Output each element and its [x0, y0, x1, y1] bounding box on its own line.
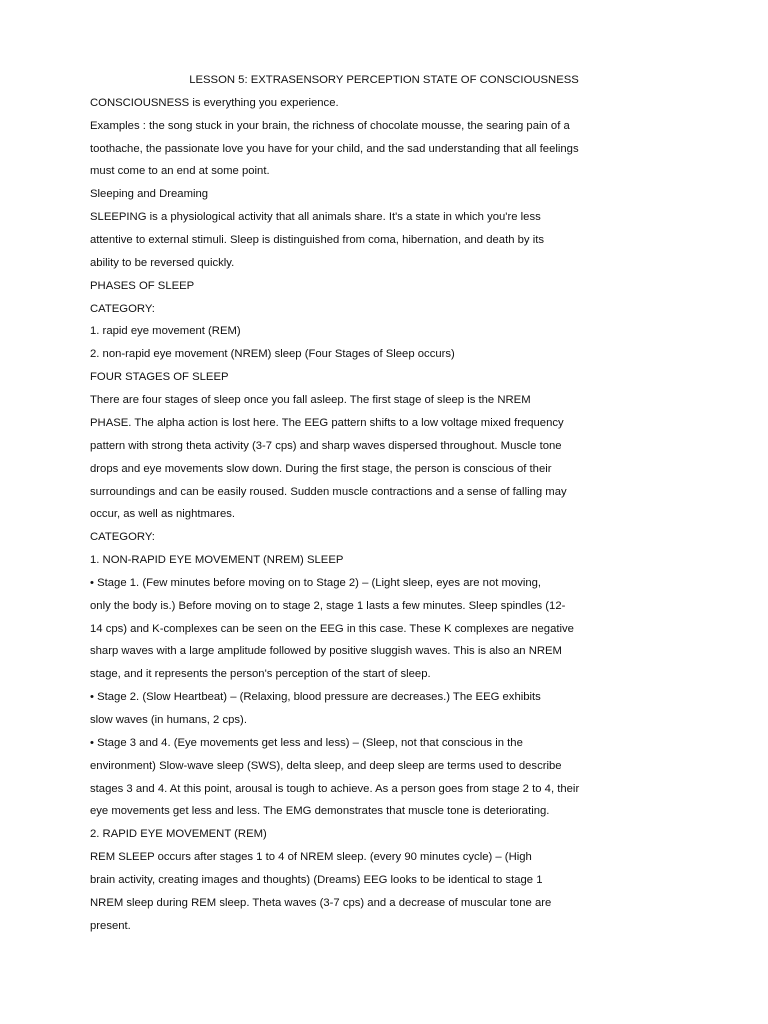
list-item: 1. rapid eye movement (REM) [90, 325, 241, 337]
text-line: Examples : the song stuck in your brain, the richness of chocolate mousse, the searing pain of a [90, 119, 570, 132]
text-line: CATEGORY: [90, 531, 155, 543]
text-line: drops and eye movements slow down. During the first stage, the person is conscious of their [90, 462, 552, 475]
list-item: • Stage 3 and 4. (Eye movements get less and less) – (Sleep, not that conscious in the [90, 736, 523, 749]
text-line: attentive to external stimuli. Sleep is distinguished from coma, hibernation, and death by its [90, 233, 545, 246]
section-heading: PHASES OF SLEEP [90, 279, 195, 292]
section-heading: 1. NON-RAPID EYE MOVEMENT (NREM) SLEEP [90, 554, 344, 566]
text-line: brain activity, creating images and thoughts) (Dreams) EEG looks to be identical to stage 1 [90, 874, 543, 886]
section-heading: FOUR STAGES OF SLEEP [90, 371, 229, 383]
list-item: • Stage 2. (Slow Heartbeat) – (Relaxing, blood pressure are decreases.) The EEG exhibits [90, 691, 541, 703]
page-title: LESSON 5: EXTRASENSORY PERCEPTION STATE OF CONSCIOUSNESS [189, 74, 579, 86]
text-line: REM SLEEP occurs after stages 1 to 4 of NREM sleep. (every 90 minutes cycle) – (High [90, 851, 532, 863]
text-line: CONSCIOUSNESS is everything you experience. [90, 96, 339, 109]
text-line: stages 3 and 4. At this point, arousal is tough to achieve. As a person goes from stage 2 to 4, their [90, 782, 580, 795]
list-item: 2. non-rapid eye movement (NREM) sleep (Four Stages of Sleep occurs) [90, 348, 455, 360]
text-line: There are four stages of sleep once you fall asleep. The first stage of sleep is the NREM [90, 393, 531, 406]
text-line: slow waves (in humans, 2 cps). [90, 714, 247, 726]
text-line: toothache, the passionate love you have for your child, and the sad understanding that all feelings [90, 142, 579, 155]
text-line: 14 cps) and K-complexes can be seen on the EEG in this case. These K complexes are negative [90, 622, 574, 635]
text-line: PHASE. The alpha action is lost here. The EEG pattern shifts to a low voltage mixed frequency [90, 416, 564, 429]
text-line: stage, and it represents the person's perception of the start of sleep. [90, 668, 431, 680]
text-line: SLEEPING is a physiological activity that all animals share. It's a state in which you're less [90, 210, 541, 223]
text-line: environment) Slow-wave sleep (SWS), delta sleep, and deep sleep are terms used to describe [90, 759, 562, 772]
text-line: only the body is.) Before moving on to stage 2, stage 1 lasts a few minutes. Sleep spindles (12- [90, 599, 566, 612]
text-line: pattern with strong theta activity (3-7 cps) and sharp waves dispersed throughout. Muscle tone [90, 439, 562, 452]
text-line: sharp waves with a large amplitude followed by positive sluggish waves. This is also an NREM [90, 645, 562, 657]
text-line: NREM sleep during REM sleep. Theta waves (3-7 cps) and a decrease of muscular tone are [90, 896, 552, 909]
text-line: eye movements get less and less. The EMG demonstrates that muscle tone is deteriorating. [90, 805, 550, 817]
text-line: present. [90, 919, 131, 932]
section-heading: Sleeping and Dreaming [90, 188, 209, 200]
text-line: occur, as well as nightmares. [90, 508, 236, 520]
text-line: CATEGORY: [90, 302, 155, 315]
text-line: ability to be reversed quickly. [90, 256, 235, 269]
list-item: • Stage 1. (Few minutes before moving on to Stage 2) – (Light sleep, eyes are not moving, [90, 576, 542, 589]
text-line: must come to an end at some point. [90, 165, 270, 177]
section-heading: 2. RAPID EYE MOVEMENT (REM) [90, 828, 267, 840]
text-line: surroundings and can be easily roused. Sudden muscle contractions and a sense of falling may [90, 485, 567, 498]
